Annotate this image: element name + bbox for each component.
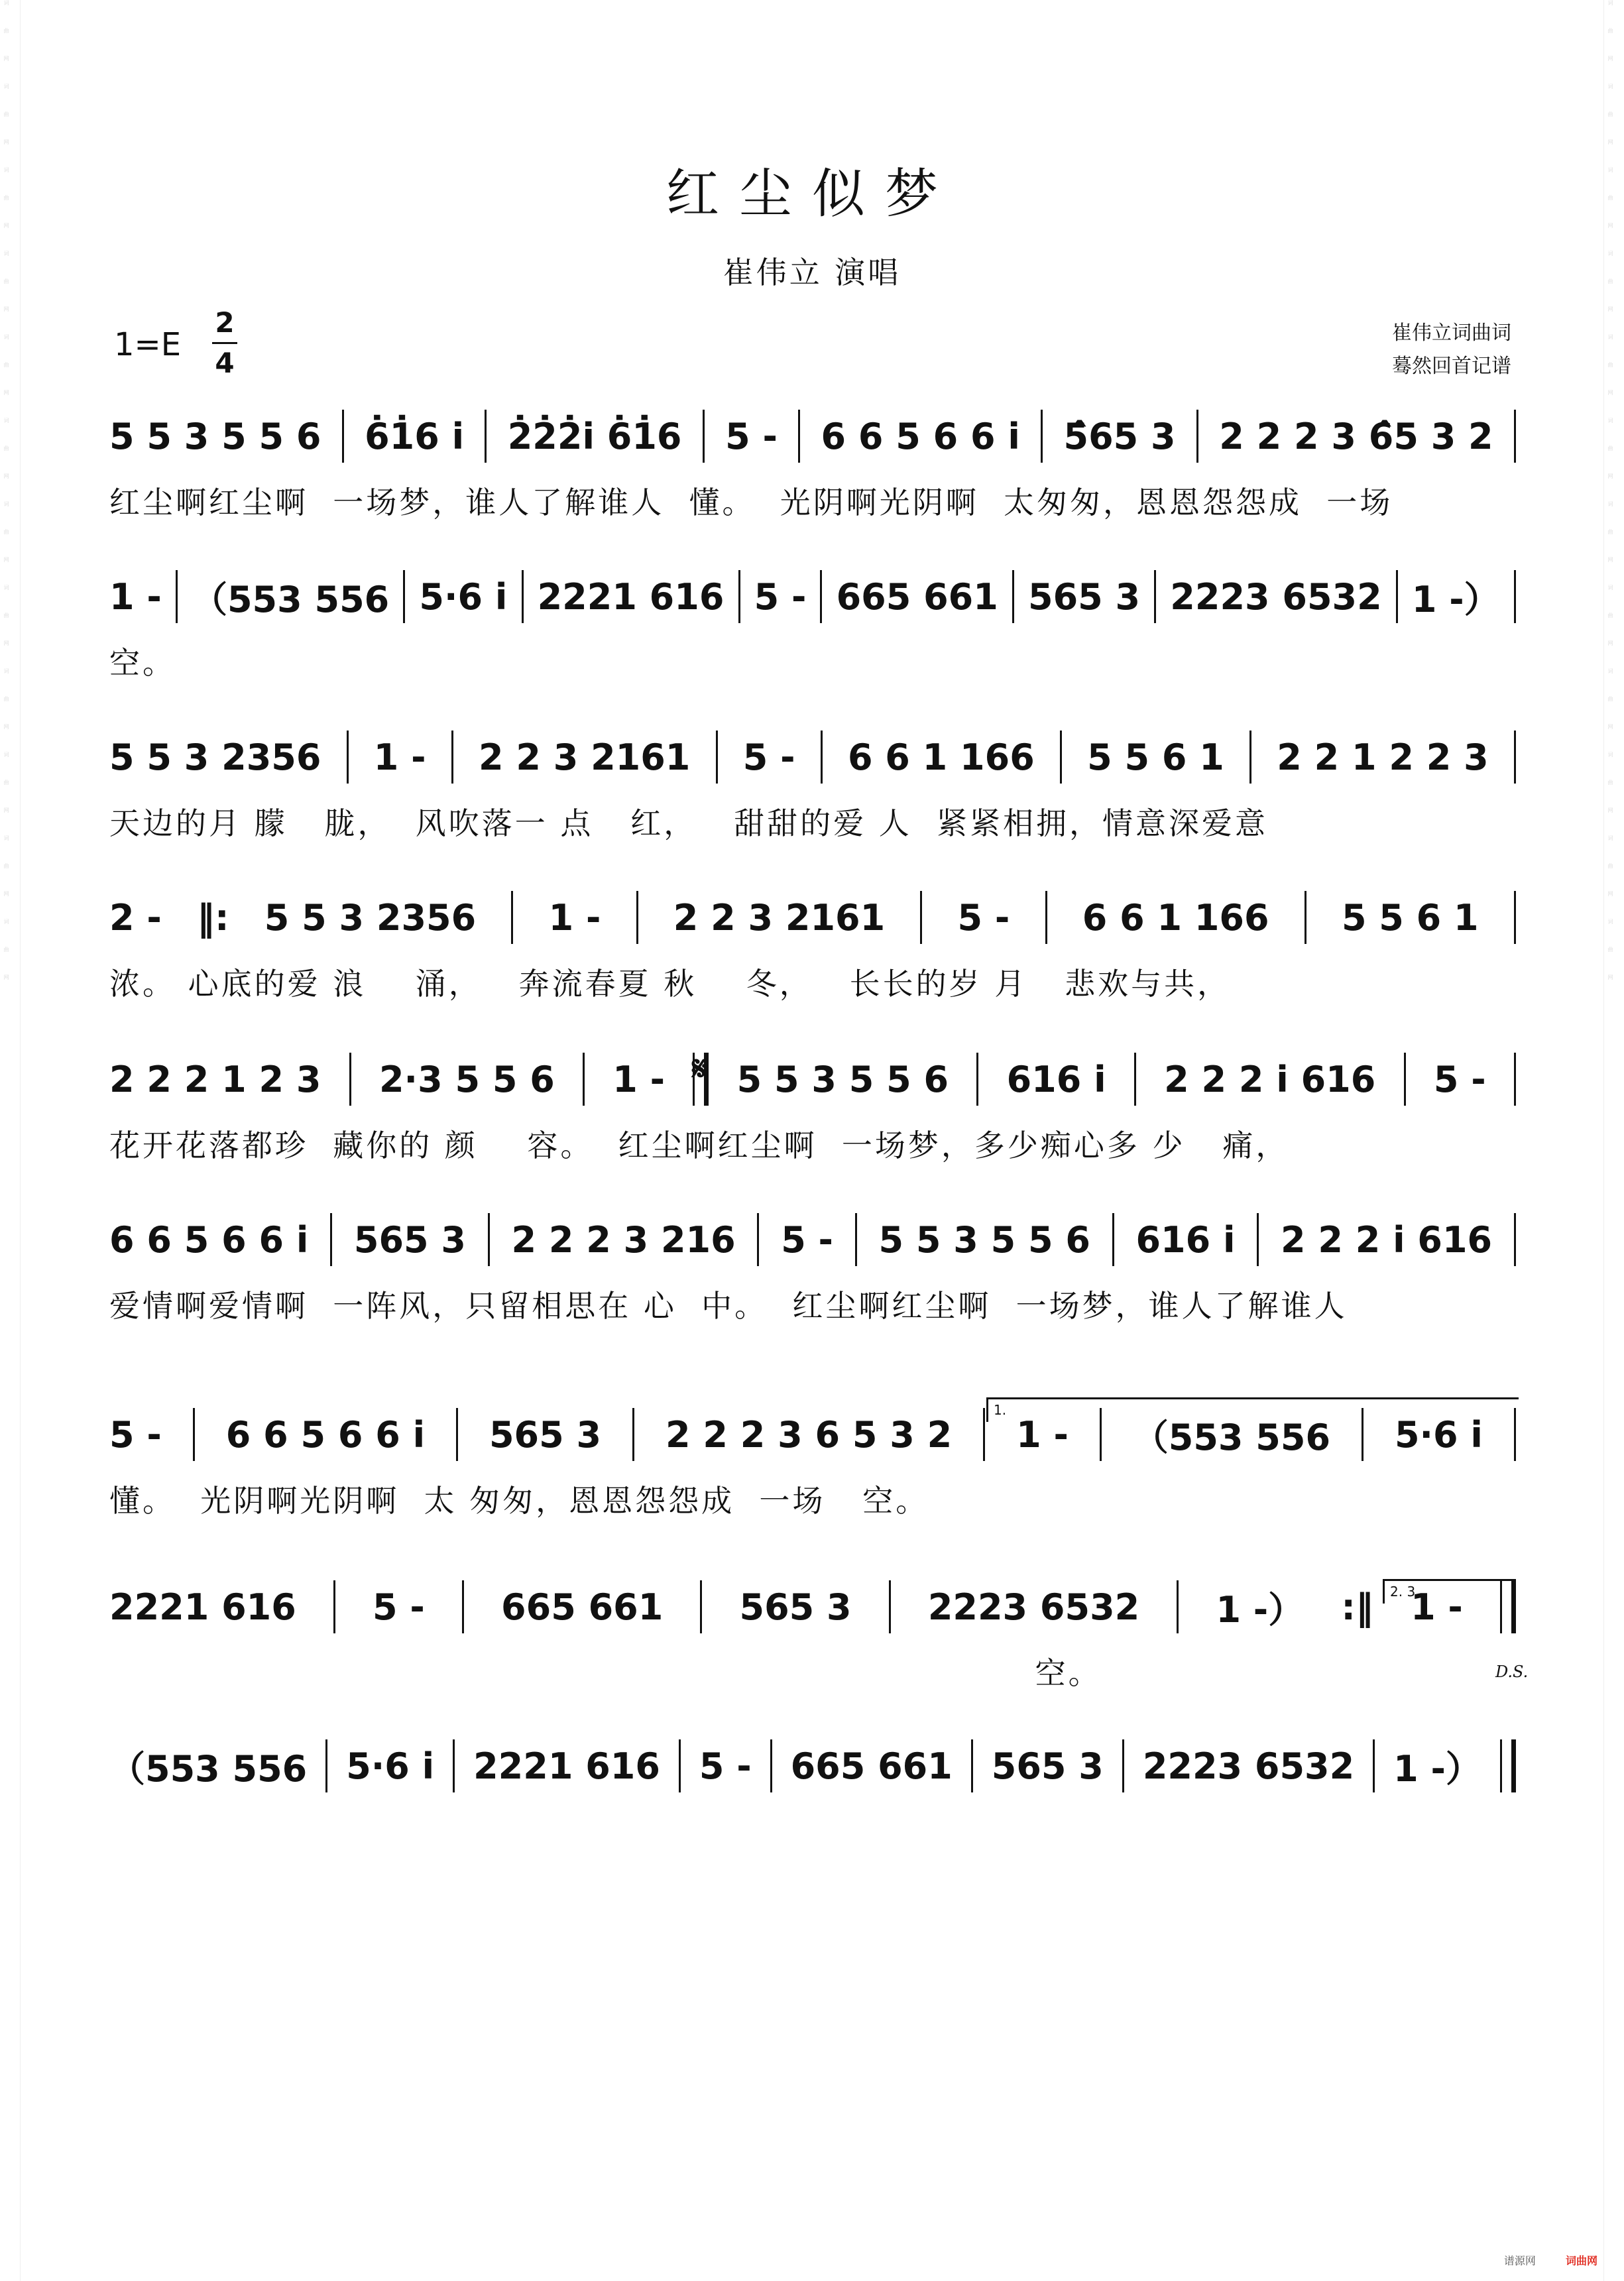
- measure-notes: 616 i: [1135, 1218, 1236, 1261]
- barline: [325, 1739, 327, 1792]
- measure-notes: 2 2 2 3 216: [511, 1218, 736, 1261]
- score-line: [109, 1403, 1516, 1542]
- barline: [453, 1739, 455, 1792]
- measure-notes: 565 3: [739, 1586, 852, 1628]
- measure-notes: 5 -: [742, 736, 795, 778]
- measure-notes: 6̇1̇6 i: [365, 415, 465, 457]
- barline: [1514, 570, 1516, 623]
- measure-notes: 565 3: [991, 1745, 1104, 1787]
- measure-notes: 665 661: [836, 575, 998, 618]
- barline: [451, 731, 453, 784]
- lyrics-line: 天边的月 朦 胧， 风吹落一 点 红， 甜甜的爱 人 紧紧相拥，情意深爱意: [109, 805, 1268, 841]
- measure-notes: 5 5 3 5 5 6: [736, 1058, 949, 1100]
- notation-line: [109, 725, 1516, 789]
- measure-notes: 2 2 3 2161: [673, 896, 886, 939]
- footer: [1504, 2252, 1597, 2268]
- measure-notes: （553 556: [191, 578, 390, 620]
- barline: [1041, 410, 1043, 463]
- notation-line: [109, 565, 1516, 628]
- measure-notes: 2221 616: [537, 575, 725, 618]
- barline: [330, 1213, 332, 1266]
- barline: [347, 731, 349, 784]
- song-title: 红尘似梦: [666, 163, 958, 225]
- measure-notes: 6 6 5 6 6 i: [821, 415, 1020, 457]
- barline: [1060, 731, 1062, 784]
- measure-notes: 5 -: [781, 1218, 833, 1261]
- lyrics-line: 爱情啊爱情啊 一阵风，只留相思在 心 中。 红尘啊红尘啊 一场梦，谁人了解谁人: [109, 1288, 1348, 1324]
- barline: [703, 410, 705, 463]
- measure-notes: 5 5 3 2356: [109, 736, 321, 778]
- barline: [583, 1053, 585, 1106]
- barline: [1396, 570, 1398, 623]
- margin-watermark: 词曲网词曲网词曲网词曲网词曲网词曲网词曲网词曲网词曲网词曲网词曲网词曲网: [3, 0, 9, 1002]
- measure-notes: 5 5 3 5 5 6: [878, 1218, 1090, 1261]
- barline: [636, 891, 638, 944]
- barline: [700, 1580, 702, 1633]
- measure-notes: 5·6 i: [419, 575, 508, 618]
- notation-line: [109, 1047, 1516, 1111]
- barline: [333, 1580, 335, 1633]
- barline: [511, 891, 513, 944]
- measure-notes: 2 -: [109, 896, 162, 939]
- barline: [1514, 891, 1516, 944]
- measure-notes: 1 -）: [1216, 1588, 1305, 1631]
- measure-notes: :‖: [1341, 1586, 1373, 1628]
- measure-notes: 5 -: [957, 896, 1010, 939]
- barline: [1249, 731, 1251, 784]
- barline: [176, 570, 178, 623]
- measure-notes: 1 -）: [1411, 578, 1500, 620]
- measure-notes: 6 6 5 6 6 i: [225, 1413, 426, 1456]
- barline: [821, 731, 823, 784]
- barline: [1514, 1053, 1516, 1106]
- measure-notes: 616 i: [1006, 1058, 1106, 1100]
- meter-top: 2: [215, 306, 235, 339]
- barline: [1373, 1739, 1375, 1792]
- measure-notes: （553 556: [1132, 1416, 1331, 1458]
- lyrics-line: 红尘啊红尘啊 一场梦，谁人了解谁人 懂。 光阴啊光阴啊 太匆匆，恩恩怨怨成 一场: [109, 485, 1393, 520]
- barline: [1154, 570, 1156, 623]
- score-line: [109, 404, 1516, 544]
- barline: [1514, 731, 1516, 784]
- barline: [1122, 1739, 1124, 1792]
- barline: [855, 1213, 857, 1266]
- measure-notes: 5 5 6 1: [1087, 736, 1224, 778]
- measure-notes: 565 3: [489, 1413, 602, 1456]
- time-signature: [212, 306, 237, 379]
- measure-notes: 5 5 3 2356: [264, 896, 477, 939]
- score-line: [109, 1047, 1516, 1187]
- barline: [1134, 1053, 1136, 1106]
- measure-notes: 5 -: [754, 575, 807, 618]
- measure-notes: 665 661: [790, 1745, 953, 1787]
- score-line: [109, 725, 1516, 864]
- notation-line: [109, 404, 1516, 468]
- score-line: [109, 1575, 1516, 1714]
- score-line: [109, 1208, 1516, 1347]
- measure-notes: 5 -: [699, 1745, 752, 1787]
- barline: [1514, 410, 1516, 463]
- meter-rule: [212, 342, 237, 344]
- barline: [1514, 1213, 1516, 1266]
- transcriber: 蓦然回首记谱: [1392, 355, 1511, 378]
- volta-first-ending: 1.: [986, 1397, 1519, 1422]
- lyrics-line: 浓。 心底的爱 浪 涌， 奔流春夏 秋 冬， 长长的岁 月 悲欢与共，: [109, 966, 1231, 1002]
- barline: [403, 570, 405, 623]
- measure-notes: 5 -: [109, 1413, 162, 1456]
- barline: [1112, 1213, 1114, 1266]
- lyrics-line: 懂。 光阴啊光阴啊 太 匆匆，恩恩怨怨成 一场 空。: [109, 1483, 929, 1519]
- measure-notes: 2 2 2 i 616: [1164, 1058, 1376, 1100]
- barline: [971, 1739, 973, 1792]
- measure-notes: 1 -: [548, 896, 601, 939]
- left-margin-strip: [0, 0, 21, 2281]
- measure-notes: 2̇2̇2̇i 6̇1̇6: [507, 415, 682, 457]
- notation-line: [109, 1208, 1516, 1271]
- barline: [798, 410, 800, 463]
- measure-notes: 5·6 i: [1394, 1413, 1483, 1456]
- measure-notes: 2 2 3 2161: [478, 736, 691, 778]
- measure-notes: 5 -: [373, 1586, 425, 1628]
- measure-notes: 2 2 1 2 2 3: [1277, 736, 1489, 778]
- barline: [1177, 1580, 1179, 1633]
- measure-notes: ‖:: [196, 896, 229, 939]
- barline: [983, 1408, 985, 1461]
- segno-sign: 𝄋: [692, 1049, 707, 1088]
- lyricist-composer: 崔伟立词曲词: [1392, 322, 1511, 345]
- barline: [488, 1213, 490, 1266]
- measure-notes: 2 2 2 3 6̂5 3 2: [1219, 415, 1493, 457]
- barline: [716, 731, 718, 784]
- right-margin-strip: [1603, 0, 1624, 2281]
- score-line: [109, 1734, 1516, 1873]
- notation-line: [109, 886, 1516, 949]
- lyrics-line: 空。: [109, 645, 176, 681]
- measure-notes: 5 5 3 5 5 6: [109, 415, 321, 457]
- measure-notes: 1 -）: [1393, 1747, 1481, 1790]
- barline: [1404, 1053, 1406, 1106]
- measure-notes: 665 661: [501, 1586, 664, 1628]
- measure-notes: 2 2 2 3 6 5 3 2: [665, 1413, 953, 1456]
- barline: [1012, 570, 1014, 623]
- barline: [770, 1739, 772, 1792]
- measure-notes: 2221 616: [473, 1745, 660, 1787]
- measure-notes: 5·6 i: [346, 1745, 435, 1787]
- measure-notes: 1 -: [1016, 1413, 1069, 1456]
- barline: [820, 570, 822, 623]
- lyrics-line: 空。: [109, 1655, 1102, 1691]
- notation-line: [109, 1734, 1516, 1798]
- double-barline: [1500, 1739, 1516, 1792]
- score-line: [109, 565, 1516, 704]
- measure-notes: 1 -: [1411, 1586, 1463, 1628]
- measure-notes: 1 -: [373, 736, 426, 778]
- measure-notes: 5̂65 3: [1063, 415, 1176, 457]
- barline: [738, 570, 740, 623]
- barline: [1196, 410, 1198, 463]
- barline: [1045, 891, 1047, 944]
- barline: [349, 1053, 351, 1106]
- barline: [1257, 1213, 1259, 1266]
- margin-watermark: 词曲网词曲网词曲网词曲网词曲网词曲网词曲网词曲网词曲网词曲网词曲网词曲网: [1607, 0, 1613, 1002]
- measure-notes: 2223 6532: [1170, 575, 1382, 618]
- measure-notes: （553 556: [109, 1747, 308, 1790]
- measure-notes: 1 -: [612, 1058, 666, 1100]
- barline: [976, 1053, 978, 1106]
- meter-bottom: 4: [215, 347, 235, 379]
- measure-notes: 6 6 5 6 6 i: [109, 1218, 309, 1261]
- notation-line: [109, 1575, 1516, 1639]
- footer-site: 词曲网: [1565, 2254, 1597, 2267]
- measure-notes: 2·3 5 5 6: [378, 1058, 555, 1100]
- measure-notes: 5 -: [1433, 1058, 1486, 1100]
- measure-notes: 6 6 1 166: [1082, 896, 1269, 939]
- credits-block: [1392, 317, 1511, 383]
- measure-notes: 565 3: [1028, 575, 1141, 618]
- barline: [889, 1580, 891, 1633]
- measure-notes: 565 3: [353, 1218, 466, 1261]
- barline: [522, 570, 524, 623]
- barline: [456, 1408, 458, 1461]
- measure-notes: 6 6 1 166: [847, 736, 1035, 778]
- barline: [679, 1739, 681, 1792]
- barline: [920, 891, 922, 944]
- measure-notes: 2223 6532: [1142, 1745, 1355, 1787]
- dal-segno-mark: D.S.: [1495, 1663, 1529, 1681]
- barline: [193, 1408, 195, 1461]
- barline: [342, 410, 344, 463]
- measure-notes: 2 2 2 1 2 3: [109, 1058, 321, 1100]
- score-line: [109, 886, 1516, 1025]
- measure-notes: 5 5 6 1: [1341, 896, 1479, 939]
- barline: [1305, 891, 1306, 944]
- measure-notes: 1 -: [109, 575, 162, 618]
- measure-notes: 5 -: [725, 415, 778, 457]
- measure-notes: 2221 616: [109, 1586, 296, 1628]
- measure-notes: 2 2 2 i 616: [1280, 1218, 1493, 1261]
- key-signature: 1=E: [114, 326, 182, 363]
- lyrics-line: 花开花落都珍 藏你的 颜 容。 红尘啊红尘啊 一场梦，多少痴心多 少 痛，: [109, 1128, 1289, 1163]
- barline: [462, 1580, 464, 1633]
- footer-source: 谱源网: [1503, 2254, 1536, 2267]
- barline: [632, 1408, 634, 1461]
- measure-notes: 2223 6532: [927, 1586, 1140, 1628]
- barline: [485, 410, 487, 463]
- barline: [757, 1213, 759, 1266]
- singer-credit: 崔伟立 演唱: [723, 255, 901, 290]
- volta-second-ending: 2. 3.: [1383, 1579, 1516, 1604]
